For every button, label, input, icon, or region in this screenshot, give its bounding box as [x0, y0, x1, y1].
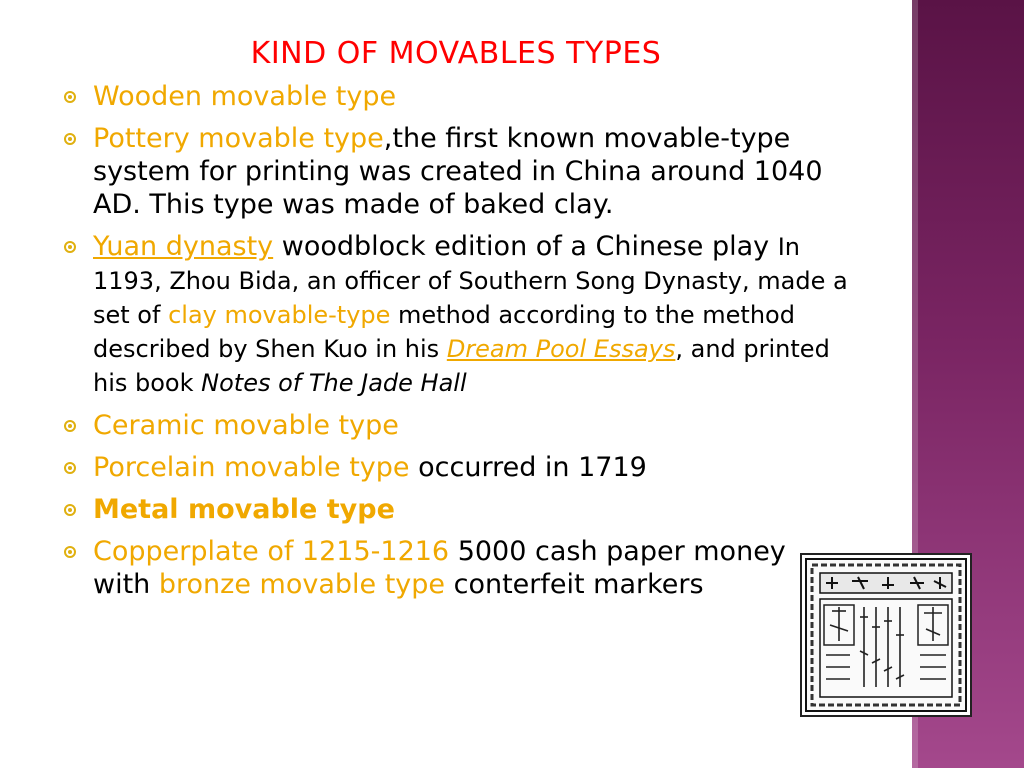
- bullet-icon: [64, 91, 76, 103]
- bullet-icon: [64, 133, 76, 145]
- bullet-metal: Metal movable type: [60, 493, 850, 526]
- bullet-ceramic: Ceramic movable type: [60, 409, 850, 442]
- bullet-copperplate: Copperplate of 1215-1216 5000 cash paper money with bronze movable type conterfeit markers: [60, 535, 850, 601]
- bullet-pottery: Pottery movable type,the first known movable-type system for printing was created in China around 1040 AD. This type was made of baked clay.: [60, 122, 850, 221]
- bullet-yuan: Yuan dynasty woodblock edition of a Chinese play In 1193, Zhou Bida, an officer of Southern Song Dynasty, made a set of clay movable-type method according to the method described by Shen Kuo in his Dream Pool Essays, and printed his book Notes of The Jade Hall: [60, 230, 850, 400]
- yuan-dynasty-link[interactable]: Yuan dynasty: [93, 231, 274, 262]
- bullet-icon: [64, 504, 76, 516]
- bullet-icon: [64, 420, 76, 432]
- bullet-porcelain: Porcelain movable type occurred in 1719: [60, 451, 850, 484]
- slide-title: KIND OF MOVABLES TYPES: [250, 36, 662, 71]
- paper-money-image: [800, 553, 972, 717]
- bullet-icon: [64, 462, 76, 474]
- bullet-icon: [64, 241, 76, 253]
- bullet-wooden: Wooden movable type: [60, 80, 850, 113]
- dream-pool-essays-link[interactable]: Dream Pool Essays: [446, 335, 676, 363]
- bullet-list: [60, 80, 850, 610]
- bullet-icon: [64, 546, 76, 558]
